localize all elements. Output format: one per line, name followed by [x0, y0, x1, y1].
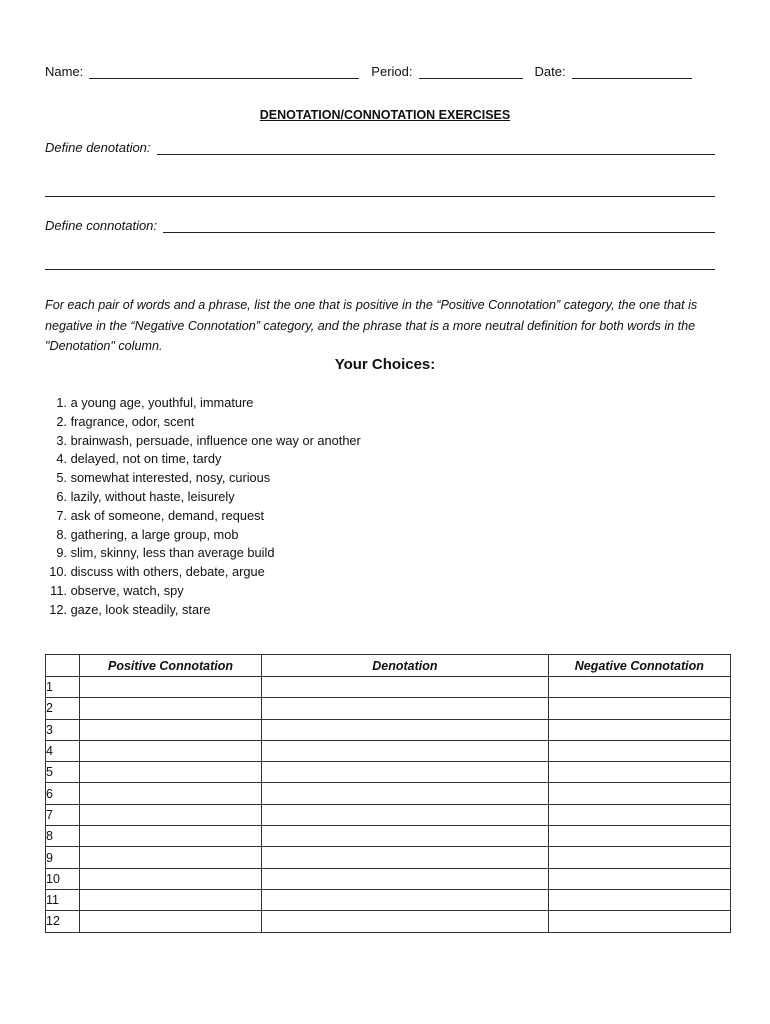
list-item [45, 507, 361, 526]
define-denotation-row [45, 140, 715, 155]
table-row [46, 911, 731, 932]
denotation-answer-line-2[interactable] [45, 196, 715, 197]
table-row [46, 740, 731, 761]
negative-cell[interactable] [548, 677, 730, 698]
choices-list [45, 394, 361, 620]
denotation-cell[interactable] [262, 677, 549, 698]
period-label: Period: [371, 64, 413, 79]
table-row [46, 889, 731, 910]
positive-cell[interactable] [79, 677, 261, 698]
choice-text: lazily, without haste, leisurely [70, 488, 235, 504]
define-connotation-row [45, 218, 715, 233]
list-item [45, 469, 361, 488]
negative-cell[interactable] [548, 868, 730, 889]
connotation-answer-line-2[interactable] [45, 269, 715, 270]
choice-text: slim, skinny, less than average build [70, 545, 275, 561]
row-number: 12 [46, 911, 80, 932]
positive-cell[interactable] [79, 698, 261, 719]
choice-number: 2. [56, 413, 67, 429]
row-number: 3 [46, 719, 80, 740]
choice-text: gathering, a large group, mob [70, 526, 239, 542]
negative-cell[interactable] [548, 762, 730, 783]
name-blank[interactable] [89, 64, 359, 79]
define-connotation-label: Define connotation: [45, 218, 158, 233]
instructions-text: For each pair of words and a phrase, list the one that is positive in the “Positive Connotation” category, the one that is negative in the “Negative Connotation” category, and the phrase that is a more neutral definition for both words in the "Denotation" column. [45, 298, 698, 353]
positive-cell[interactable] [79, 762, 261, 783]
choice-text: somewhat interested, nosy, curious [70, 470, 271, 486]
choice-number: 12. [49, 601, 67, 617]
choice-number: 3. [56, 432, 67, 448]
positive-cell[interactable] [79, 740, 261, 761]
choice-number: 7. [56, 507, 67, 523]
choice-text: observe, watch, spy [70, 582, 184, 598]
period-blank[interactable] [419, 64, 523, 79]
denotation-cell[interactable] [262, 889, 549, 910]
negative-cell[interactable] [548, 698, 730, 719]
row-number: 2 [46, 698, 80, 719]
positive-cell[interactable] [79, 719, 261, 740]
row-number: 11 [46, 889, 80, 910]
table-row [46, 847, 731, 868]
row-number: 10 [46, 868, 80, 889]
choice-text: fragrance, odor, scent [70, 413, 195, 429]
choice-number: 1. [56, 395, 67, 410]
choice-number: 11. [50, 582, 67, 598]
denotation-cell[interactable] [262, 868, 549, 889]
choice-number: 9. [56, 545, 67, 561]
table-row [46, 698, 731, 719]
list-item [45, 394, 361, 413]
list-item [45, 526, 361, 545]
date-blank[interactable] [572, 64, 692, 79]
negative-cell[interactable] [548, 783, 730, 804]
connotation-answer-line[interactable] [163, 218, 715, 233]
choice-text: brainwash, persuade, influence one way or another [70, 432, 361, 448]
choice-number: 8. [56, 526, 67, 542]
denotation-cell[interactable] [262, 719, 549, 740]
name-label: Name: [45, 64, 84, 79]
table-row [46, 868, 731, 889]
table-row [46, 804, 731, 825]
answer-table [45, 654, 731, 933]
list-item [45, 450, 361, 469]
denotation-cell[interactable] [262, 698, 549, 719]
positive-cell[interactable] [79, 826, 261, 847]
table-row [46, 719, 731, 740]
negative-cell[interactable] [548, 719, 730, 740]
denotation-cell[interactable] [262, 826, 549, 847]
table-header-positive: Positive Connotation [79, 655, 261, 677]
list-item [45, 488, 361, 507]
student-info-row [45, 64, 725, 79]
table-row [46, 783, 731, 804]
positive-cell[interactable] [79, 889, 261, 910]
denotation-cell[interactable] [262, 911, 549, 932]
positive-cell[interactable] [79, 911, 261, 932]
row-number: 8 [46, 826, 80, 847]
positive-cell[interactable] [79, 783, 261, 804]
choice-number: 5. [56, 470, 67, 486]
negative-cell[interactable] [548, 911, 730, 932]
table-header-row [46, 655, 731, 677]
negative-cell[interactable] [548, 740, 730, 761]
row-number: 4 [46, 740, 80, 761]
negative-cell[interactable] [548, 889, 730, 910]
list-item [45, 582, 361, 601]
choice-text: a young age, youthful, immature [70, 395, 254, 410]
positive-cell[interactable] [79, 868, 261, 889]
list-item [45, 544, 361, 563]
table-row [46, 762, 731, 783]
negative-cell[interactable] [548, 847, 730, 868]
choice-text: discuss with others, debate, argue [70, 564, 265, 580]
negative-cell[interactable] [548, 826, 730, 847]
choices-heading: Your Choices: [334, 356, 436, 373]
choice-text: ask of someone, demand, request [70, 507, 265, 523]
table-row [46, 826, 731, 847]
negative-cell[interactable] [548, 804, 730, 825]
choice-text: gaze, look steadily, stare [70, 601, 211, 617]
choice-text: delayed, not on time, tardy [70, 451, 222, 467]
row-number: 9 [46, 847, 80, 868]
list-item [45, 563, 361, 582]
row-number: 7 [46, 804, 80, 825]
date-label: Date: [534, 64, 566, 79]
denotation-cell[interactable] [262, 847, 549, 868]
list-item [45, 432, 361, 451]
choice-number: 4. [56, 451, 67, 467]
table-row [46, 677, 731, 698]
define-denotation-label: Define denotation: [45, 140, 151, 155]
table-header-negative: Negative Connotation [548, 655, 730, 677]
row-number: 6 [46, 783, 80, 804]
page-title: DENOTATION/CONNOTATION EXERCISES [259, 108, 511, 122]
list-item [45, 413, 361, 432]
row-number: 1 [46, 677, 80, 698]
choice-number: 10. [49, 564, 67, 580]
positive-cell[interactable] [79, 804, 261, 825]
row-number: 5 [46, 762, 80, 783]
list-item [45, 601, 361, 620]
choice-number: 6. [56, 488, 67, 504]
positive-cell[interactable] [79, 847, 261, 868]
denotation-cell[interactable] [262, 804, 549, 825]
denotation-cell[interactable] [262, 762, 549, 783]
denotation-cell[interactable] [262, 740, 549, 761]
denotation-answer-line[interactable] [157, 140, 715, 155]
denotation-cell[interactable] [262, 783, 549, 804]
table-header-number [46, 655, 80, 677]
table-header-denotation: Denotation [262, 655, 549, 677]
